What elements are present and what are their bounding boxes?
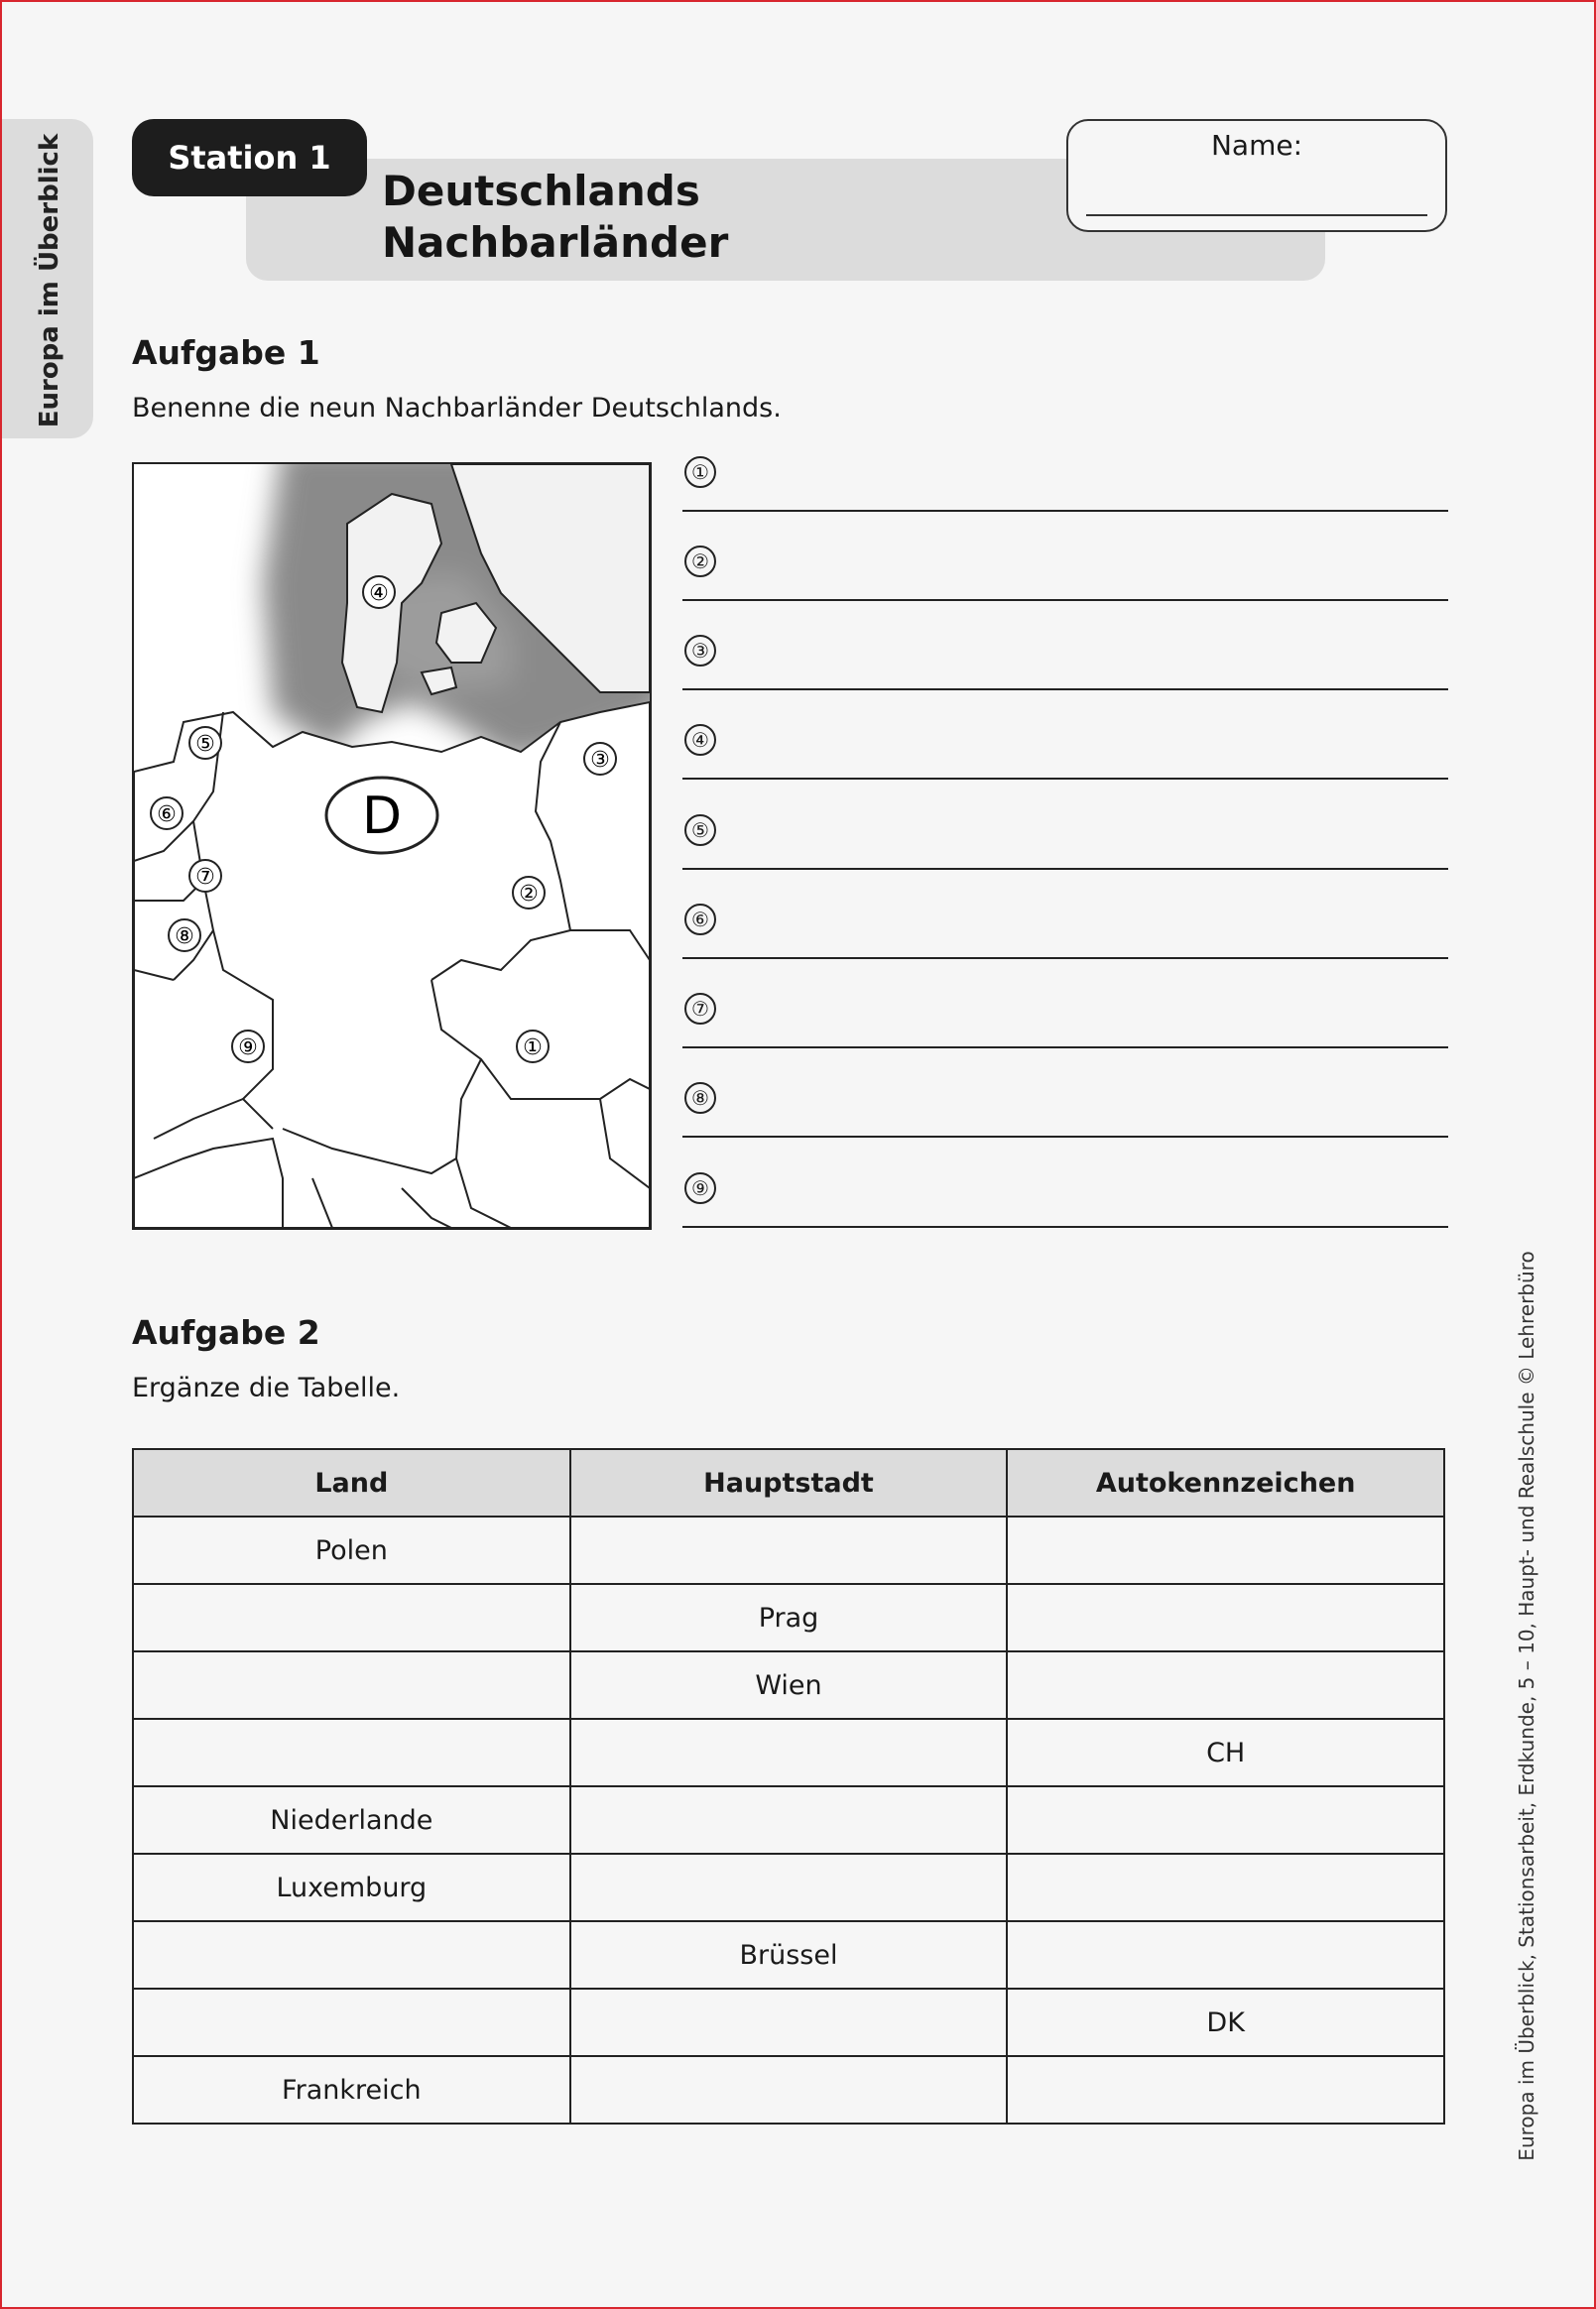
table-cell[interactable] [570, 2056, 1008, 2124]
svg-text:③: ③ [590, 748, 610, 773]
table-cell[interactable]: Niederlande [133, 1786, 570, 1854]
svg-text:②: ② [519, 882, 539, 907]
table-row [133, 1921, 1444, 1989]
table-cell[interactable] [1007, 1854, 1444, 1921]
capitals-table [132, 1448, 1445, 2125]
table-cell[interactable] [1007, 1584, 1444, 1651]
table-row [133, 1651, 1444, 1719]
table-cell[interactable]: DK [1007, 1989, 1444, 2056]
column-header-hauptstadt: Hauptstadt [570, 1449, 1008, 1517]
answer-row-9[interactable] [682, 1168, 1448, 1228]
task1-heading: Aufgabe 1 [132, 333, 320, 372]
table-cell[interactable] [570, 1719, 1008, 1786]
table-row [133, 1517, 1444, 1584]
table-cell[interactable]: Frankreich [133, 2056, 570, 2124]
table-row [133, 1854, 1444, 1921]
map-svg [134, 464, 650, 1228]
svg-text:D: D [361, 787, 403, 846]
map-marker-6 [151, 797, 183, 829]
table-cell[interactable] [570, 1786, 1008, 1854]
table-row [133, 2056, 1444, 2124]
svg-text:⑨: ⑨ [238, 1035, 258, 1060]
table-cell[interactable] [1007, 1921, 1444, 1989]
side-tab-label: Europa im Überblick [35, 133, 64, 428]
column-header-autokennzeichen: Autokennzeichen [1007, 1449, 1444, 1517]
name-label: Name: [1210, 129, 1303, 162]
table-cell[interactable] [133, 1719, 570, 1786]
answer-line[interactable] [682, 1226, 1448, 1228]
answer-line[interactable] [682, 599, 1448, 601]
table-cell[interactable] [1007, 1651, 1444, 1719]
table-row [133, 1719, 1444, 1786]
task2-heading: Aufgabe 2 [132, 1313, 320, 1352]
answer-line[interactable] [682, 510, 1448, 512]
answer-number: ③ [684, 635, 716, 667]
table-cell[interactable]: Polen [133, 1517, 570, 1584]
answer-line[interactable] [682, 1136, 1448, 1138]
answer-row-2[interactable] [682, 542, 1448, 601]
table-cell[interactable] [133, 1584, 570, 1651]
answer-number: ⑥ [684, 904, 716, 935]
map-marker-7 [189, 860, 221, 892]
answer-number: ⑦ [684, 993, 716, 1025]
table-cell[interactable] [570, 1854, 1008, 1921]
footer-credit: Europa im Überblick, Stationsarbeit, Erdkunde, 5 – 10, Haupt- und Realschule © Lehrerbüro [1515, 1251, 1538, 2161]
table-cell[interactable]: Prag [570, 1584, 1008, 1651]
answer-row-6[interactable] [682, 900, 1448, 959]
column-header-land: Land [133, 1449, 570, 1517]
answer-number: ⑤ [684, 814, 716, 846]
answer-line[interactable] [682, 868, 1448, 870]
svg-text:⑤: ⑤ [195, 732, 215, 757]
table-cell[interactable] [1007, 1786, 1444, 1854]
answer-number: ① [684, 456, 716, 488]
table-cell[interactable]: Brüssel [570, 1921, 1008, 1989]
table-cell[interactable] [133, 1921, 570, 1989]
answer-line[interactable] [682, 778, 1448, 780]
map-marker-9 [232, 1031, 264, 1062]
table-header-row [133, 1449, 1444, 1517]
table-cell[interactable] [1007, 2056, 1444, 2124]
name-box [1066, 119, 1447, 232]
answer-row-4[interactable] [682, 720, 1448, 780]
svg-text:⑧: ⑧ [175, 924, 194, 949]
map-germany-neighbors [132, 462, 652, 1230]
table-row [133, 1786, 1444, 1854]
table-cell[interactable] [570, 1517, 1008, 1584]
station-badge: Station 1 [132, 119, 367, 196]
answer-line[interactable] [682, 1046, 1448, 1048]
answer-row-5[interactable] [682, 810, 1448, 870]
svg-text:④: ④ [369, 581, 389, 606]
map-marker-5 [189, 727, 221, 759]
page-title-line2: Nachbarländer [382, 218, 729, 267]
map-marker-3 [584, 743, 616, 775]
table-cell[interactable]: CH [1007, 1719, 1444, 1786]
task1-instruction: Benenne die neun Nachbarländer Deutschlands. [132, 393, 782, 424]
answer-number: ④ [684, 724, 716, 756]
name-field[interactable] [1086, 214, 1427, 216]
table-cell[interactable] [133, 1651, 570, 1719]
answer-row-1[interactable] [682, 452, 1448, 512]
table-row [133, 1989, 1444, 2056]
table-cell[interactable] [133, 1989, 570, 2056]
map-marker-1 [517, 1031, 549, 1062]
table-cell[interactable]: Luxemburg [133, 1854, 570, 1921]
answer-number: ⑧ [684, 1082, 716, 1114]
answer-line[interactable] [682, 688, 1448, 690]
table-cell[interactable]: Wien [570, 1651, 1008, 1719]
map-marker-4 [363, 576, 395, 608]
answer-number: ⑨ [684, 1172, 716, 1204]
table-cell[interactable] [1007, 1517, 1444, 1584]
germany-label [326, 778, 437, 853]
answer-line[interactable] [682, 957, 1448, 959]
table-cell[interactable] [570, 1989, 1008, 2056]
map-marker-2 [513, 877, 545, 909]
svg-text:⑦: ⑦ [195, 865, 215, 890]
svg-text:①: ① [523, 1035, 543, 1060]
answer-number: ② [684, 546, 716, 577]
task2-instruction: Ergänze die Tabelle. [132, 1373, 401, 1403]
table-row [133, 1584, 1444, 1651]
answer-row-3[interactable] [682, 631, 1448, 690]
map-marker-8 [169, 919, 200, 951]
page-title-line1: Deutschlands [382, 167, 700, 215]
svg-text:⑥: ⑥ [157, 802, 177, 827]
answer-row-7[interactable] [682, 989, 1448, 1048]
answer-row-8[interactable] [682, 1078, 1448, 1138]
